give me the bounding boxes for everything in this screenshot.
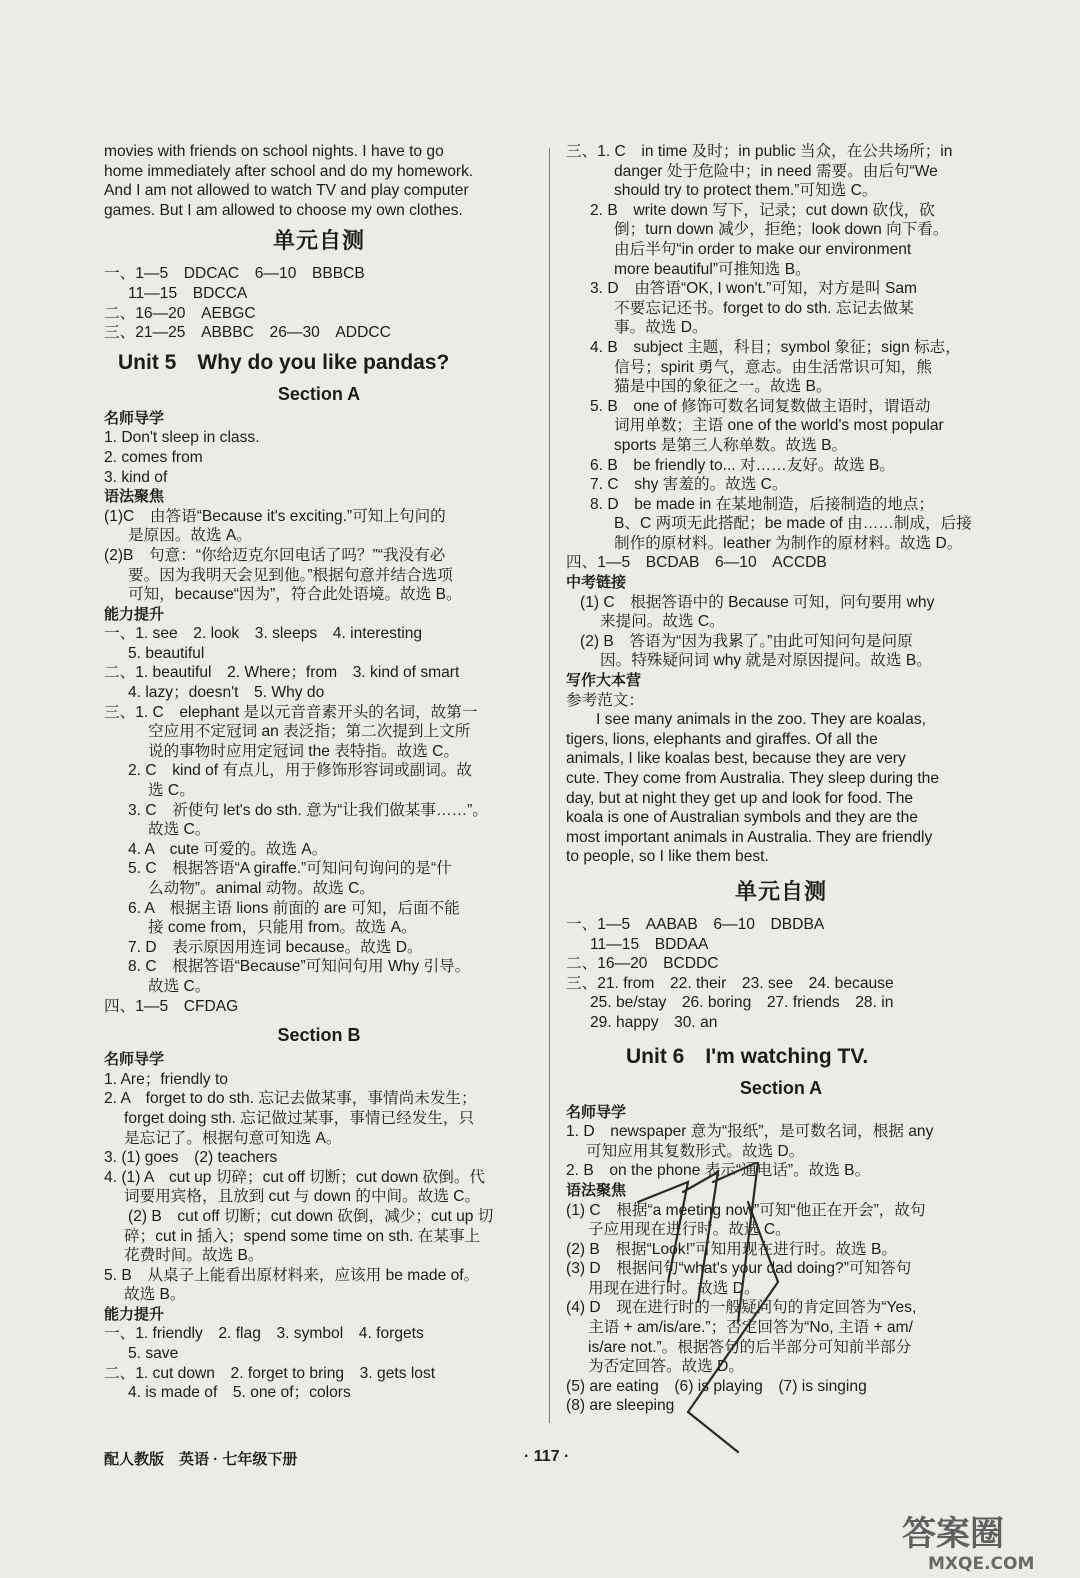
writing-label: 写作大本营: [566, 672, 642, 690]
section-a-heading: Section A: [277, 383, 361, 404]
text-line: 5. beautiful: [128, 644, 205, 662]
text-line: home immediately after school and do my homework.: [104, 162, 474, 180]
text-line: 猫是中国的象征之一。故选 B。: [614, 378, 832, 396]
text-line: 要。因为我明天会见到他。”根据句意并结合选项: [128, 566, 453, 584]
text-line: (2) B 根据“Look!”可知用现在进行时。故选 B。: [566, 1240, 897, 1258]
grammar-focus-answers: [104, 507, 534, 605]
text-line: 制作的原材料。leather 为制作的原材料。故选 D。: [614, 534, 963, 552]
part-three-answers: [566, 142, 996, 573]
reference-essay: [566, 710, 996, 867]
text-line: is/are not.”。根据答句的后半部分可知前半部分: [588, 1338, 912, 1356]
text-line: 词要用宾格，且放到 cut 与 down 的中间。故选 C。: [124, 1188, 481, 1206]
text-line: most important animals in Australia. They are friendly: [566, 828, 933, 846]
text-line: 为否定回答。故选 D。: [588, 1358, 744, 1376]
text-line: (2) B 答语为“因为我累了。”由此可知问句是问原: [580, 632, 913, 650]
text-line: tigers, lions, elephants and giraffes. Of all the: [566, 730, 878, 748]
section-b-heading: Section B: [277, 1025, 361, 1046]
text-line: 4. B subject 主题，科目；symbol 象征；sign 标志，: [590, 338, 961, 356]
teacher-guide-answers: [104, 428, 534, 487]
grammar-focus-label-right: 语法聚焦: [566, 1181, 627, 1199]
column-divider: [549, 148, 550, 1423]
text-line: 2. B write down 写下，记录；cut down 砍伐，砍: [590, 201, 935, 219]
text-line: 故选 C。: [148, 977, 211, 995]
text-line: 29. happy 30. an: [590, 1013, 718, 1031]
text-line: should try to protect them.”可知选 C。: [614, 182, 878, 200]
text-line: 4. is made of 5. one of；colors: [128, 1384, 351, 1402]
text-line: 是原因。故选 A。: [128, 527, 252, 545]
text-line: 8. C 根据答语“Because”可知问句用 Why 引导。: [128, 958, 471, 976]
teacher-guide-label: 名师导学: [104, 409, 165, 427]
text-line: 4. lazy；doesn't 5. Why do: [128, 684, 325, 702]
text-line: 倒；turn down 减少，拒绝；look down 向下看。: [614, 221, 949, 239]
text-line: animals, I like koalas best, because they are very: [566, 750, 906, 768]
grammar-focus-label: 语法聚焦: [104, 488, 165, 506]
text-line: 一、1—5 AABAB 6—10 DBDBA: [566, 915, 825, 933]
text-line: 25. be/stay 26. boring 27. friends 28. in: [590, 994, 894, 1012]
right-column: [566, 142, 996, 1416]
text-line: 11—15 BDCCA: [128, 284, 248, 302]
text-line: 二、1. beautiful 2. Where；from 3. kind of smart: [104, 664, 460, 682]
text-line: 3. kind of: [104, 468, 168, 486]
text-line: 空应用不定冠词 an 表泛指；第二次提到上文所: [148, 723, 471, 741]
text-line: 2. A forget to do sth. 忘记去做某事，事情尚未发生；: [104, 1090, 477, 1108]
text-line: 可知，because“因为”，符合此处语境。故选 B。: [128, 586, 462, 604]
ability-b-answers: [104, 1324, 534, 1402]
text-line: (2)B 句意：“你给迈克尔回电话了吗？”“我没有必: [104, 546, 446, 564]
text-line: 3. D 由答语“OK, I won't.”可知，对方是叫 Sam: [590, 280, 918, 298]
teacher-guide-b-answers: [104, 1070, 534, 1305]
edition-label: 配人教版 英语 · 七年级下册: [104, 1451, 298, 1468]
unit-self-test-answers-right: [566, 915, 996, 1033]
text-line: 7. C shy 害羞的。故选 C。: [590, 476, 788, 494]
text-line: 一、1. friendly 2. flag 3. symbol 4. forgets: [104, 1325, 424, 1343]
ability-label: 能力提升: [104, 605, 165, 623]
text-line: day, but at night they get up and look for food. The: [566, 789, 914, 807]
text-line: danger 处于危险中；in need 需要。由后句“We: [614, 162, 938, 180]
text-line: 信号；spirit 勇气，意志。由生活常识可知，熊: [614, 358, 932, 376]
text-line: 2. B on the phone 表示“通电话”。故选 B。: [566, 1162, 871, 1180]
text-line: 选 C。: [148, 782, 195, 800]
text-line: 2. comes from: [104, 448, 203, 466]
text-line: 5. C 根据答语“A giraffe.”可知问句询问的是“什: [128, 860, 452, 878]
text-line: 4. (1) A cut up 切碎；cut off 切断；cut down 砍倒。代: [104, 1168, 486, 1186]
text-line: 5. save: [128, 1345, 179, 1363]
text-line: (1) C 根据答语中的 Because 可知，问句要用 why: [580, 593, 935, 611]
text-line: And I am not allowed to watch TV and play computer: [104, 182, 469, 200]
exam-link-answers: [566, 593, 996, 671]
text-line: 4. A cute 可爱的。故选 A。: [128, 840, 328, 858]
text-line: 用现在进行时。故选 D。: [588, 1279, 760, 1297]
text-line: 7. D 表示原因用连词 because。故选 D。: [128, 938, 423, 956]
grammar-focus-answers-right: [566, 1201, 996, 1417]
text-line: 说的事物时应用定冠词 the 表特指。故选 C。: [148, 742, 460, 760]
text-line: (3) D 根据问句“what's your dad doing?”可知答句: [566, 1260, 912, 1278]
text-line: 6. B be friendly to... 对……友好。故选 B。: [590, 456, 896, 474]
watermark-text: 答案圈: [902, 1514, 1004, 1554]
text-line: movies with friends on school nights. I have to go: [104, 143, 444, 160]
text-line: koala is one of Australian symbols and they are the: [566, 809, 918, 827]
text-line: 一、1. see 2. look 3. sleeps 4. interesting: [104, 625, 423, 643]
essay-continuation: [104, 142, 534, 220]
text-line: 6. A 根据主语 lions 前面的 are 可知，后面不能: [128, 899, 460, 917]
text-line: 三、21. from 22. their 23. see 24. because: [566, 974, 894, 992]
text-line: 词用单数；主语 one of the world's most popular: [614, 417, 944, 435]
text-line: 花费时间。故选 B。: [124, 1247, 264, 1265]
text-line: 8. D be made in 在某地制造，后接制造的地点；: [590, 495, 934, 513]
left-column: [104, 142, 534, 1403]
text-line: 碎；cut in 插入；spend some time on sth. 在某事上: [124, 1227, 481, 1245]
text-line: more beautiful”可推知选 B。: [614, 260, 811, 278]
text-line: 11—15 BDDAA: [590, 935, 709, 953]
text-line: 由后半句“in order to make our environment: [614, 240, 912, 258]
text-line: 1. Are；friendly to: [104, 1070, 228, 1088]
text-line: 接 come from，只能用 from。故选 A。: [148, 919, 417, 937]
unit-self-test-answers: [104, 264, 534, 342]
text-line: B、C 两项无此搭配；be made of 由……制成，后接: [614, 515, 972, 533]
text-line: 二、16—20 BCDDC: [566, 955, 719, 973]
reference-essay-label: 参考范文：: [566, 691, 644, 709]
text-line: 1. Don't sleep in class.: [104, 429, 260, 447]
text-line: 1. D newspaper 意为“报纸”，是可数名词，根据 any: [566, 1123, 934, 1141]
text-line: I see many animals in the zoo. They are koalas,: [596, 711, 926, 729]
text-line: 四、1—5 BCDAB 6—10 ACCDB: [566, 554, 827, 572]
unit-5-title: Unit 5 Why do you like pandas?: [118, 350, 450, 374]
text-line: 是忘记了。根据句意可知选 A。: [124, 1129, 342, 1147]
text-line: to people, so I like them best.: [566, 848, 769, 866]
text-line: 3. C 祈使句 let's do sth. 意为“让我们做某事……”。: [128, 801, 488, 819]
text-line: 三、1. C elephant 是以元音音素开头的名词，故第一: [104, 703, 478, 721]
text-line: 故选 B。: [124, 1286, 186, 1304]
text-line: 因。特殊疑问词 why 就是对原因提问。故选 B。: [600, 652, 932, 670]
text-line: 2. C kind of 有点儿，用于修饰形容词或副词。故: [128, 762, 472, 780]
ability-b-label: 能力提升: [104, 1305, 165, 1323]
unit-6-title: Unit 6 I'm watching TV.: [626, 1044, 869, 1068]
text-line: (8) are sleeping: [566, 1397, 675, 1415]
text-line: 一、1—5 DDCAC 6—10 BBBCB: [104, 265, 365, 283]
text-line: (1) C 根据“a meeting now”可知“他正在开会”，故句: [566, 1201, 926, 1219]
text-line: sports 是第三人称单数。故选 B。: [614, 436, 848, 454]
text-line: 三、1. C in time 及时；in public 当众，在公共场所；in: [566, 143, 953, 160]
text-line: 二、16—20 AEBGC: [104, 304, 256, 322]
teacher-guide-b-label: 名师导学: [104, 1051, 165, 1069]
text-line: 5. B 从桌子上能看出原材料来，应该用 be made of。: [104, 1266, 480, 1284]
teacher-guide-label-right: 名师导学: [566, 1103, 627, 1121]
exam-link-label: 中考链接: [566, 574, 627, 592]
text-line: 子应用现在进行时。故选 C。: [588, 1221, 791, 1239]
text-line: (1)C 由答语“Because it's exciting.”可知上句问的: [104, 507, 446, 525]
text-line: (4) D 现在进行时的一般疑问句的肯定回答为“Yes,: [566, 1299, 917, 1317]
text-line: cute. They come from Australia. They sleep during the: [566, 770, 940, 787]
text-line: (5) are eating (6) is playing (7) is singing: [566, 1377, 867, 1395]
unit-self-test-heading: 单元自测: [272, 228, 365, 254]
teacher-guide-answers-right: [566, 1122, 996, 1181]
text-line: 二、1. cut down 2. forget to bring 3. gets lost: [104, 1364, 436, 1382]
text-line: 可知应用其复数形式。故选 D。: [586, 1142, 805, 1160]
text-line: 事。故选 D。: [614, 319, 708, 337]
text-line: 主语 + am/is/are.”；否定回答为“No, 主语 + am/: [588, 1319, 913, 1337]
text-line: (2) B cut off 切断；cut down 砍倒，减少；cut up 切: [128, 1207, 494, 1225]
text-line: 三、21—25 ABBBC 26—30 ADDCC: [104, 324, 391, 342]
page-number: · 117 ·: [524, 1448, 570, 1465]
text-line: 不要忘记还书。forget to do sth. 忘记去做某: [614, 299, 914, 317]
section-a-heading-right: Section A: [739, 1077, 823, 1098]
text-line: 故选 C。: [148, 821, 211, 839]
text-line: 来提问。故选 C。: [600, 613, 725, 631]
text-line: 5. B one of 修饰可数名词复数做主语时，谓语动: [590, 397, 931, 415]
watermark-url: MXQE.COM: [928, 1554, 1035, 1574]
unit-self-test-heading-right: 单元自测: [734, 878, 827, 904]
text-line: games. But I am allowed to choose my own clothes.: [104, 201, 463, 219]
ability-answers: [104, 624, 534, 1016]
text-line: 四、1—5 CFDAG: [104, 997, 239, 1015]
text-line: forget doing sth. 忘记做过某事，事情已经发生，只: [124, 1109, 475, 1127]
text-line: 么动物”。animal 动物。故选 C。: [148, 880, 375, 897]
watermark-logo: [898, 1505, 1076, 1575]
text-line: 3. (1) goes (2) teachers: [104, 1149, 278, 1167]
